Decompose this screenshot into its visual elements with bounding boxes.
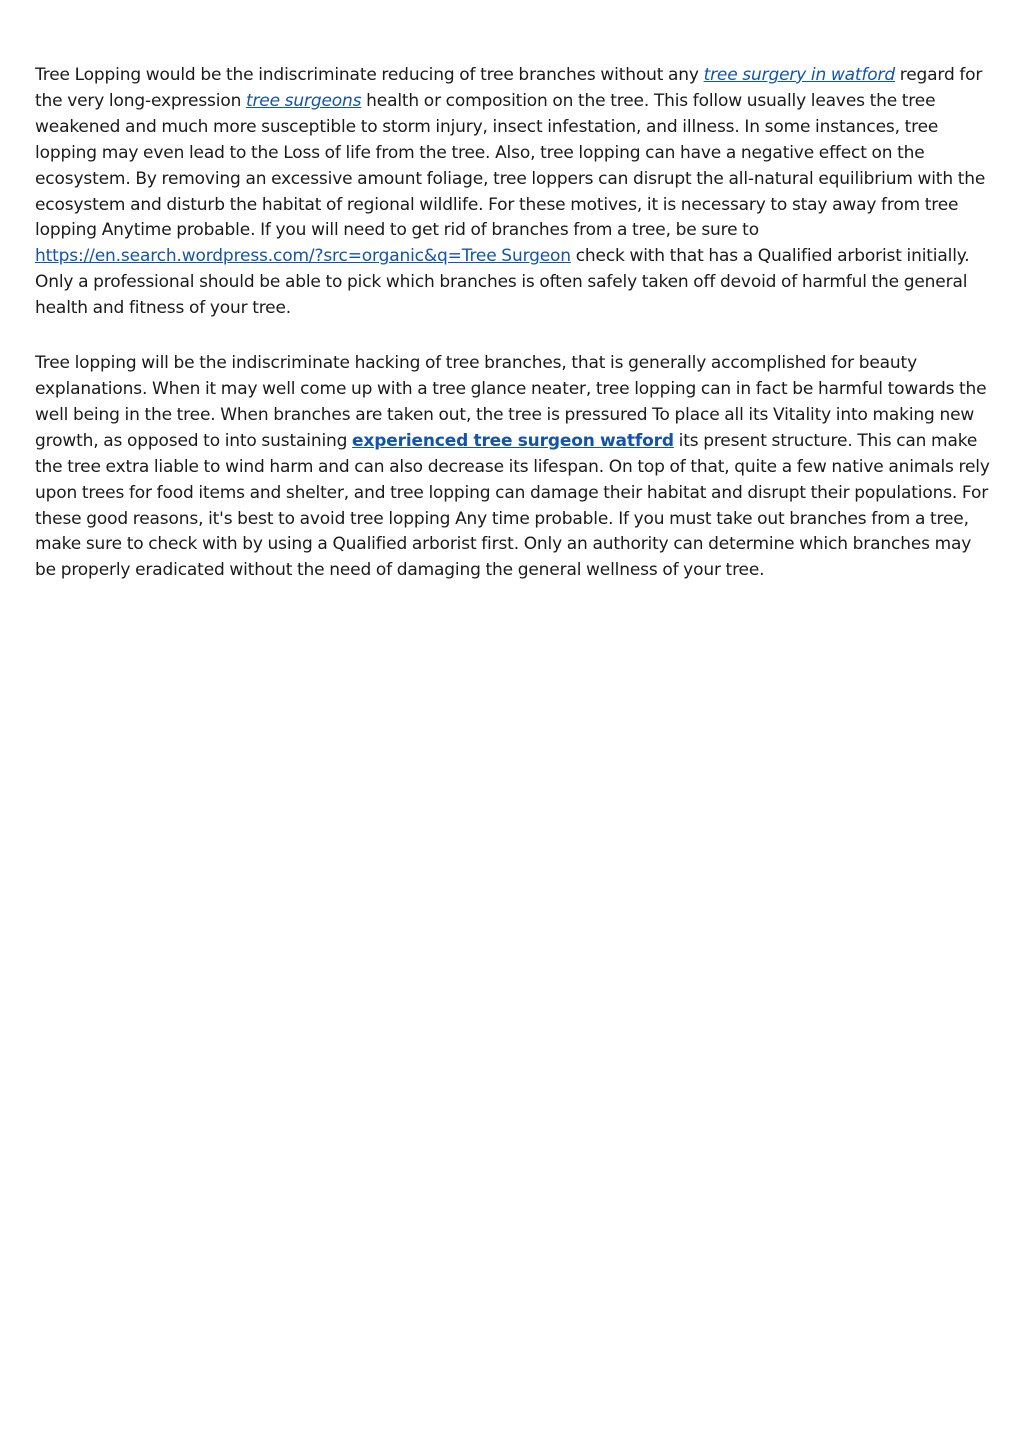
paragraph-2-text-1: Tree lopping will be the indiscriminate hacking of tree branches, that is generally accomplished for beauty explanations. When it may well come up with a tree glance neater, tree lopping can in fact be harmful towards the well being in the tree. When branches are taken out, the tree is pressured To place all its Vitality into making new growth, as opposed to into sustaining — [35, 353, 987, 451]
paragraph-1-text-2: regard for the very long-expression — [35, 65, 983, 111]
link-tree-surgery-in-watford[interactable]: tree surgery in watford — [703, 65, 895, 85]
link-experienced-tree-surgeon-watford[interactable]: experienced tree surgeon watford — [352, 430, 674, 451]
link-wordpress-search[interactable]: https://en.search.wordpress.com/?src=organic&q=Tree Surgeon — [35, 246, 571, 267]
paragraph-1-text-3: health or composition on the tree. This follow usually leaves the tree weakened and much more susceptible to storm injury, insect infestation, and illness. In some instances, tree lopping may even lead to the Loss of life from the tree. Also, tree lopping can have a negative effect on the ecosystem. By removing an excessive amount foliage, tree loppers can disrupt the all-natural equilibrium with the ecosystem and disturb the habitat of regional wildlife. For these motives, it is necessary to stay away from tree lopping Anytime probable. If you will need to get rid of branches from a tree, be sure to — [35, 90, 986, 241]
document-page — [35, 63, 993, 613]
link-tree-surgeons[interactable]: tree surgeons — [245, 90, 362, 111]
paragraph-2-text-2: its present structure. This can make the tree extra liable to wind harm and can also decrease its lifespan. On top of that, quite a few native animals rely upon trees for food items and shelter, and tree lopping can damage their habitat and disrupt their populations. For these good reasons, it's best to avoid tree lopping Any time probable. If you must take out branches from a tree, make sure to check with by using a Qualified arborist first. Only an authority can determine which branches may be properly eradicated without the need of damaging the general wellness of your tree. — [35, 430, 990, 581]
paragraph-1 — [35, 63, 993, 322]
paragraph-1-text-4: check with that has a Qualified arborist initially. Only a professional should be able to pick which branches is often safely taken off devoid of harmful the general health and fitness of your tree. — [35, 246, 970, 319]
paragraph-2 — [35, 351, 993, 584]
paragraph-1-text-1: Tree Lopping would be the indiscriminate reducing of tree branches without any — [35, 65, 704, 85]
